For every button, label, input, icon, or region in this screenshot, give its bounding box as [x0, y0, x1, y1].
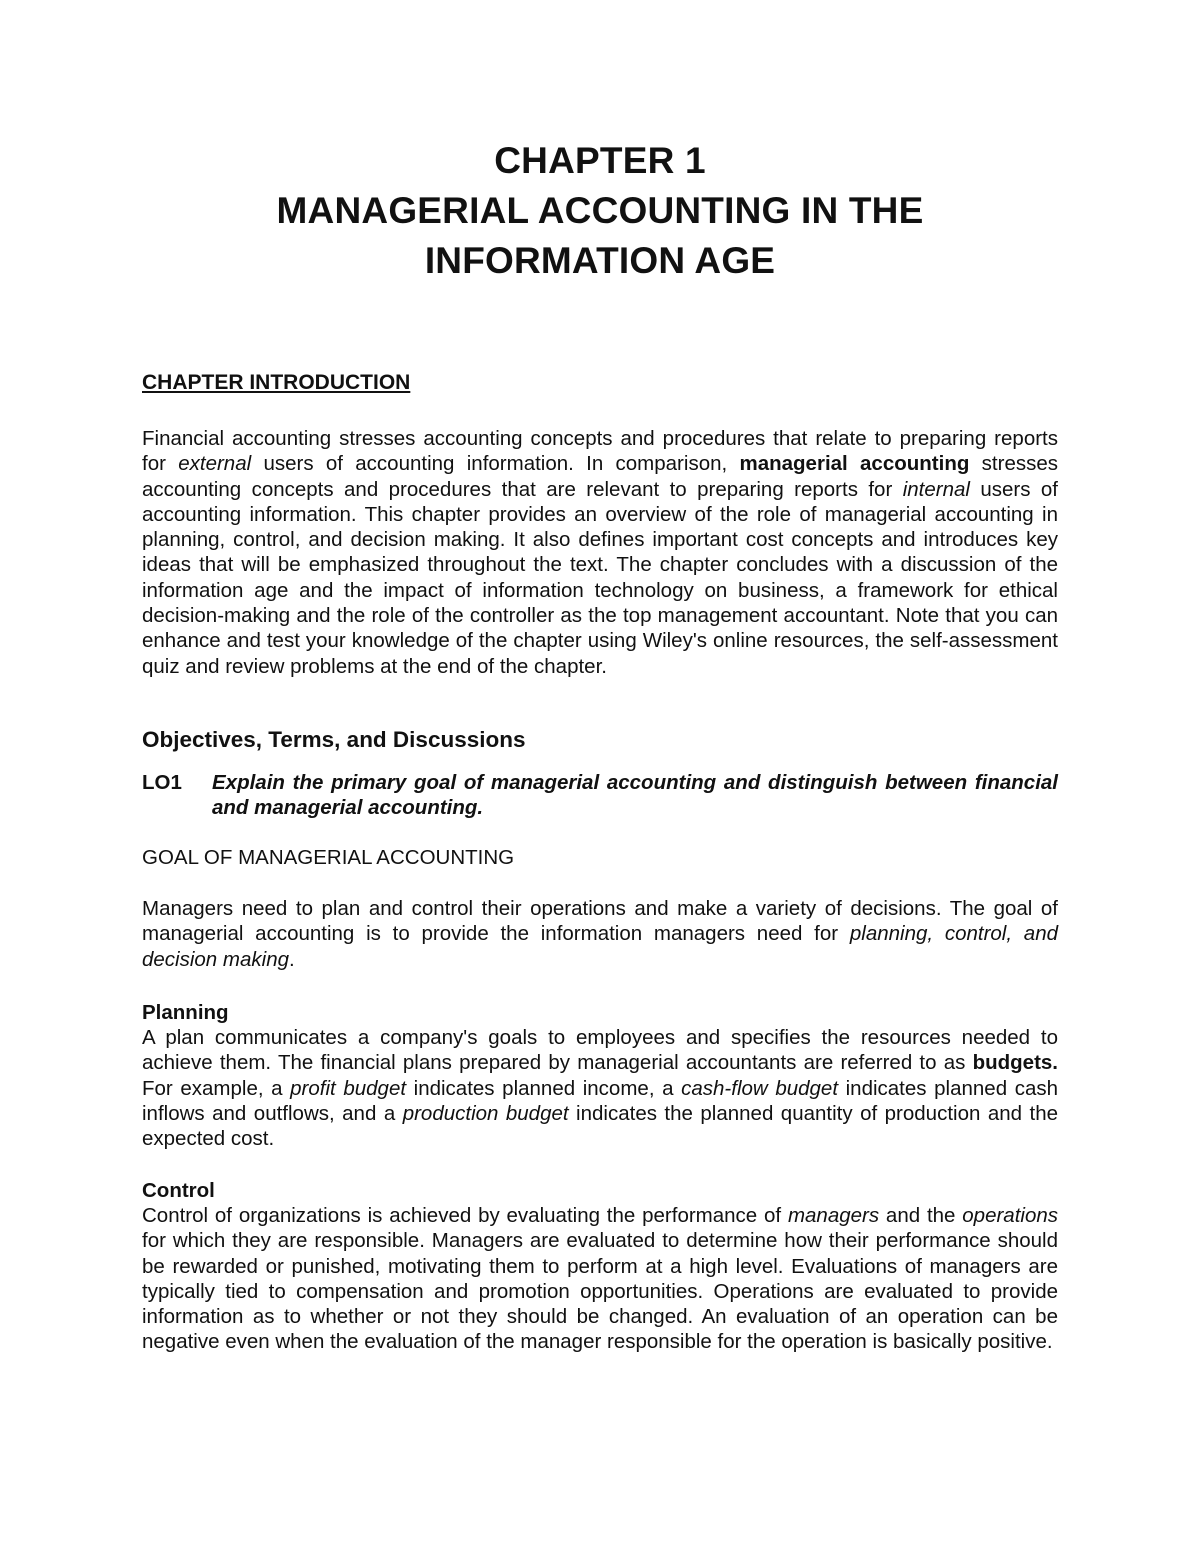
learning-objective-code: LO1 [142, 771, 182, 794]
text-run: Managers need to plan and control their operations and make a variety of decisions. The goal of managerial accounting is to provide the information managers need for [142, 897, 1058, 946]
emphasis-cash-flow-budget: cash-flow budget [681, 1076, 839, 1100]
text-run: . [289, 947, 295, 971]
chapter-number: CHAPTER 1 [494, 140, 706, 181]
emphasis-internal: internal [902, 477, 970, 501]
term-budgets: budgets. [972, 1051, 1058, 1075]
objectives-heading: Objectives, Terms, and Discussions [142, 727, 526, 752]
emphasis-planning-control-decision: planning, control, and decision making [142, 922, 1059, 971]
emphasis-profit-budget: profit budget [290, 1076, 407, 1100]
text-run: and the [879, 1204, 963, 1227]
text-run: users of accounting information. This chapter provides an overview of the role of managerial accounting in planning, control, and decision making. It also defines important cost concepts and introduces key ideas that will be emphasized throughout the text. The chapter concludes with a discussion of the information age and the impact of information technology on business, a framework for ethical decision-making and the role of the controller as the top management accountant. Note that you can enhance and test your knowledge of the chapter using Wiley's online resources, the self-assessment quiz and review problems at the end of the chapter. [142, 477, 1059, 678]
goal-heading: GOAL OF MANAGERIAL ACCOUNTING [142, 846, 515, 869]
chapter-title-line-2: INFORMATION AGE [424, 240, 776, 281]
learning-objective-1 [142, 770, 1058, 821]
text-run: indicates the planned quantity of production and the expected cost. [142, 1101, 1058, 1151]
text-run: indicates planned income, a [406, 1076, 682, 1100]
emphasis-managers: managers [787, 1204, 880, 1227]
text-run: stresses accounting concepts and procedures that are relevant to preparing reports for [142, 452, 1058, 501]
text-run: users of accounting information. In comparison, [251, 452, 740, 476]
control-heading: Control [142, 1179, 215, 1202]
term-managerial-accounting: managerial accounting [739, 452, 970, 476]
planning-paragraph [142, 1025, 1058, 1151]
text-run: Financial accounting stresses accounting concepts and procedures that relate to preparing reports for [142, 427, 1058, 476]
goal-paragraph [142, 896, 1058, 972]
control-paragraph [142, 1203, 1058, 1355]
text-run: for which they are responsible. Managers are evaluated to determine how their performance should be rewarded or punished, motivating them to perform at a high level. Evaluations of managers are typically tied to compensation and promotion opportunities. Operations are evaluated to provide information as to whether or not they should be changed. An evaluation of an operation can be negative even when the evaluation of the manager responsible for the operation is basically positive. [142, 1229, 1058, 1354]
text-run: Control of organizations is achieved by evaluating the performance of [142, 1204, 788, 1227]
chapter-title [0, 136, 1200, 286]
introduction-paragraph [142, 426, 1058, 679]
chapter-title-line-1: MANAGERIAL ACCOUNTING IN THE [276, 190, 924, 231]
learning-objective-text: Explain the primary goal of managerial accounting and distinguish between financial and managerial accounting. [212, 771, 1058, 820]
text-run: For example, a [142, 1076, 291, 1100]
text-run: indicates planned cash inflows and outflows, and a [142, 1076, 1059, 1125]
text-run: A plan communicates a company's goals to employees and specifies the resources needed to achieve them. The financial plans prepared by managerial accountants are referred to as [142, 1026, 1058, 1075]
chapter-introduction-heading: CHAPTER INTRODUCTION [142, 371, 411, 394]
emphasis-production-budget: production budget [402, 1101, 569, 1125]
planning-heading: Planning [142, 1001, 229, 1024]
emphasis-operations: operations [962, 1204, 1058, 1227]
emphasis-external: external [178, 452, 252, 476]
